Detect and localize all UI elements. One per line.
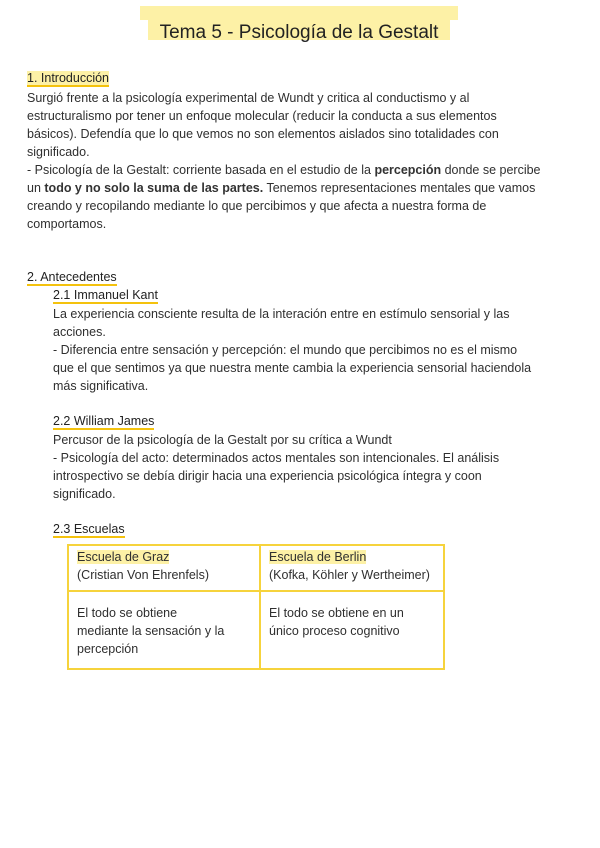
text-line: básicos). Defendía que lo que vemos no son elementos aislados sino totalidades con	[27, 127, 499, 141]
heading-text: 2. Antecedentes	[27, 270, 117, 284]
school-author-berlin: (Kofka, Köhler y Wertheimer)	[269, 568, 430, 582]
emphasis-text: todo y no solo la suma de las partes.	[44, 181, 264, 195]
text-line: Surgió frente a la psicología experimental de Wundt y critica al conductismo y al	[27, 91, 470, 105]
subheading-james	[53, 414, 154, 428]
section-heading-antecedentes	[27, 270, 117, 284]
school-author-graz: (Cristian Von Ehrenfels)	[77, 568, 210, 582]
table-cell-graz-desc	[68, 591, 260, 669]
text-line: más significativa.	[53, 379, 149, 393]
heading-text: 2.1 Immanuel Kant	[53, 288, 158, 302]
school-name-berlin: Escuela de Berlin	[269, 550, 367, 564]
text-line: estructuralismo por tener un enfoque molecular (reducir la conducta a sus elementos	[27, 109, 497, 123]
heading-text: 1. Introducción	[27, 71, 109, 85]
heading-text: 2.3 Escuelas	[53, 522, 125, 536]
title-highlight	[140, 6, 458, 20]
text-line: - Psicología del acto: determinados actos mentales son intencionales. El análisis	[53, 451, 500, 465]
text-line: La experiencia consciente resulta de la interación entre en estímulo sensorial y las	[53, 307, 510, 321]
subheading-escuelas	[53, 522, 125, 536]
text-line: un todo y no solo la suma de las partes. Tenemos representaciones mentales que vamos	[27, 181, 536, 195]
table-row	[68, 591, 444, 669]
text-line: que el que sentimos ya que nuestra mente cambia la experiencia sensorial haciendola	[53, 361, 532, 375]
kant-paragraph	[53, 305, 531, 395]
table-row	[68, 545, 444, 591]
emphasis-text: percepción	[374, 163, 442, 177]
schools-table	[67, 544, 445, 670]
table-cell-graz-header	[68, 545, 260, 591]
text-line: único proceso cognitivo	[269, 624, 400, 638]
text-line: Percusor de la psicología de la Gestalt por su crítica a Wundt	[53, 433, 392, 447]
text-line: El todo se obtiene en un	[269, 606, 404, 620]
text-line: creando y recopilando mediante lo que percibimos y que afecta a nuestra forma de	[27, 199, 487, 213]
heading-text: 2.2 William James	[53, 414, 155, 428]
school-name-graz: Escuela de Graz	[77, 550, 170, 564]
table-cell-berlin-header	[260, 545, 444, 591]
text-line: introspectivo se debía dirigir hacia una experiencia psicológica íntegra y coon	[53, 469, 482, 483]
section-heading-introduccion	[27, 71, 109, 85]
table-cell-berlin-desc	[260, 591, 444, 669]
james-paragraph	[53, 431, 499, 503]
text-line: comportamos.	[27, 217, 107, 231]
title-block	[140, 6, 458, 50]
subheading-kant	[53, 288, 158, 302]
text-line: mediante la sensación y la	[77, 624, 225, 638]
text-line: significado.	[53, 487, 116, 501]
text-line: acciones.	[53, 325, 106, 339]
page-title: Tema 5 - Psicología de la Gestalt	[159, 22, 439, 43]
text-line: El todo se obtiene	[77, 606, 178, 620]
text-line: - Psicología de la Gestalt: corriente basada en el estudio de la percepción donde se percibe	[27, 163, 541, 177]
text-line: - Diferencia entre sensación y percepción: el mundo que percibimos no es el mismo	[53, 343, 518, 357]
text-line: percepción	[77, 642, 139, 656]
text-line: significado.	[27, 145, 90, 159]
intro-paragraph	[27, 89, 541, 233]
